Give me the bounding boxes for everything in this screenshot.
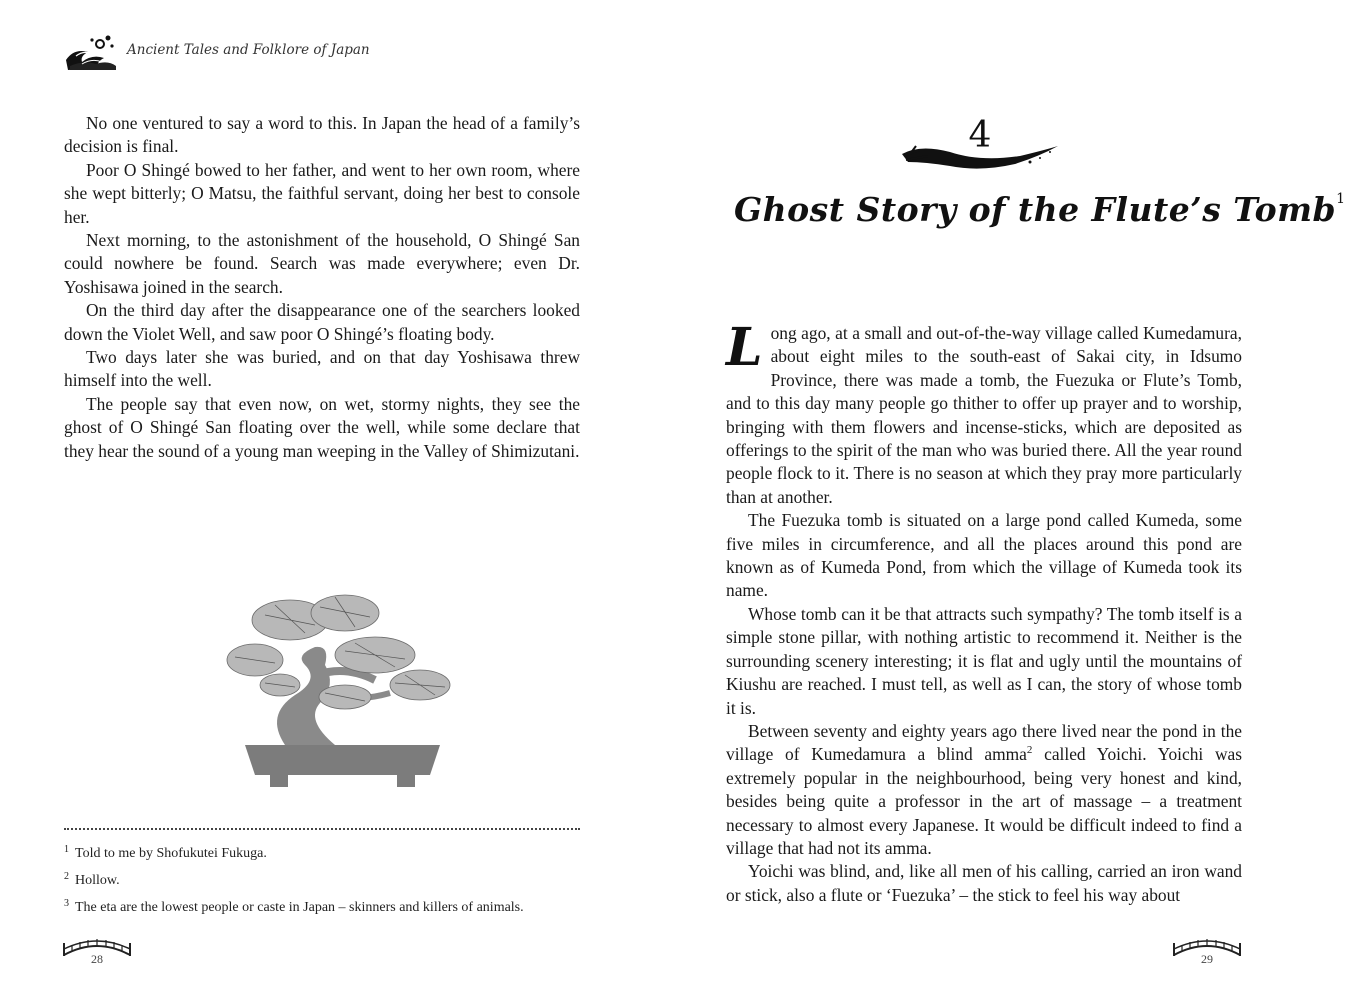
bonsai-illustration [225,585,460,795]
paragraph: The Fuezuka tomb is situated on a large pond called Kumeda, some five miles in circumference, and all the places around this pond are known as of Kumeda Pond, from which the village of Kumeda took its name. [726,510,1242,601]
paragraph: Poor O Shingé bowed to her father, and went to her own room, where she wept bitterly; O Matsu, the faithful servant, doing her best to console her. [64,159,580,227]
drop-cap: L [726,317,763,378]
chapter-number: 4 [968,115,992,156]
footnote-text: The eta are the lowest people or caste in Japan – skinners and killers of animals. [75,900,524,915]
left-page [0,0,654,1000]
page-number: 28 [91,952,103,966]
paragraph: Two days later she was buried, and on that day Yoshisawa threw himself into the well. [64,347,580,391]
paragraph [726,720,1242,860]
paragraph-text: ong ago, at a small and out-of-the-way village called Kumedamura, about eight miles to the south-east of Sakai city, in Idsumo Province, there was made a tomb, the Fuezuka or Flute’s Tomb, and to this day many people go thither to offer up prayer and to worship, bringing with them flowers and incense-sticks, which are deposited as offerings to the spirit of the man who was buried there. All the year round people flock to it. There is no season at which they pray more particularly than at another. [726,323,1242,507]
page-number: 29 [1201,952,1213,966]
paragraph: Next morning, to the astonishment of the household, O Shingé San could nowhere be found. Search was made everywhere; even Dr. Yoshisawa joined in the search. [64,230,580,297]
right-page [654,0,1346,1000]
paragraph [726,317,1242,509]
footnote-item [64,892,604,919]
footnote-mark: 2 [64,871,69,882]
page-folio [62,935,132,967]
footnotes [64,838,604,919]
footnote-item [64,865,604,892]
paragraph: On the third day after the disappearance one of the searchers looked down the Violet Well, and saw poor O Shingé’s floating body. [64,300,580,344]
footnote-text: Hollow. [75,873,120,888]
paragraph-text: Between seventy and eighty years ago there lived near the pond in the village of Kumedamura a blind amma [726,720,1242,765]
footnote-text: Told to me by Shofukutei Fukuga. [75,846,267,861]
paragraph: No one ventured to say a word to this. In Japan the head of a family’s decision is final. [64,113,580,157]
right-body-text [726,317,1242,907]
running-title: Ancient Tales and Folklore of Japan [127,42,370,58]
paragraph: Whose tomb can it be that attracts such sympathy? The tomb itself is a simple stone pillar, with nothing artistic to recommend it. Neither is the surrounding scenery interesting; it is flat and ugly until the mountains of Kiushu are reached. I must tell, as well as I can, the story of whose tomb it is. [726,603,1242,718]
paragraph-text: called Yoichi. Yoichi was extremely popular in the neighbourhood, being very honest and kind, besides being quite a professor in the art of massage – a treatment necessary to almost every Japanese. It would be difficult indeed to find a village that had not its amma. [726,744,1242,858]
left-body-text [64,112,580,463]
footnote-mark: 3 [64,898,69,909]
page-folio [1172,935,1242,967]
chapter-title-note: 1 [1336,191,1346,207]
chapter-title [734,190,1346,229]
paragraph: Yoichi was blind, and, like all men of his calling, carried an iron wand or stick, also a flute or ‘Fuezuka’ – the stick to feel his way about [726,861,1242,905]
wave-logo-icon [62,30,120,74]
footnote-mark: 1 [64,844,69,855]
footnote-ref: 2 [1026,744,1033,757]
footnote-item [64,838,604,865]
paragraph: The people say that even now, on wet, stormy nights, they see the ghost of O Shingé San floating over the well, while some declare that they hear the sound of a young man weeping in the Valley of Shimizutani. [64,393,580,461]
footnote-divider [64,828,580,830]
running-header [62,30,482,74]
chapter-title-text: Ghost Story of the Flute’s Tomb [734,190,1337,229]
